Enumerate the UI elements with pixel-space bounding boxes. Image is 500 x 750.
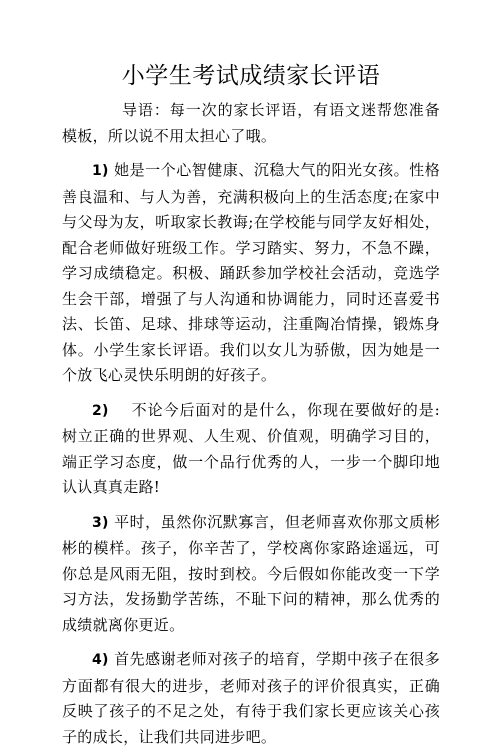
paragraph-4-text: 首先感谢老师对孩子的培育，学期中孩子在很多方面都有很大的进步，老师对孩子的评价很真实，正确反映了孩子的不足之处，有待于我们家长更应该关心孩子的成长，让我们共同进步吧。 (62, 650, 440, 746)
paragraph-2-number: 2) (92, 402, 109, 419)
document-title: 小学生考试成绩家长评语 (121, 63, 381, 89)
paragraph-4-number: 4) (92, 652, 109, 668)
intro-paragraph: 导语：每一次的家长评语，有语文迷帮您准备模板，所以说不用太担心了哦。 (62, 101, 440, 145)
paragraph-2-text: 不论今后面对的是什么，你现在要做好的是:树立正确的世界观、人生观、价值观，明确学习目的，端正学习态度，做一个品行优秀的人，一步一个脚印地认认真真走路! (62, 400, 440, 496)
paragraph-1 (62, 158, 440, 389)
paragraph-1-text: 她是一个心智健康、沉稳大气的阳光女孩。性格善良温和、与人为善，充满积极向上的生活态度;在家中与父母为友，听取家长教诲;在学校能与同学友好相处，配合老师做好班级工作。学习踏实、努力，不急不躁，学习成绩稳定。积极、踊跃参加学校社会活动，竞选学生会干部，增强了与人沟通和协调能力，同时还喜爱书法、长笛、足球、排球等运动，注重陶冶情操，锻炼身体。小学生家长评语。我们以女儿为骄傲，因为她是一个放飞心灵快乐明朗的好孩子。 (62, 161, 440, 384)
paragraph-3 (62, 510, 440, 639)
paragraph-3-text: 平时，虽然你沉默寡言，但老师喜欢你那文质彬彬的模样。孩子，你辛苦了，学校离你家路途遥远，可你总是风雨无阻，按时到校。今后假如你能改变一下学习方法，发扬勤学苦练，不耻下问的精神，那么优秀的成绩就离你更近。 (62, 512, 440, 634)
paragraph-1-number: 1) (92, 163, 109, 179)
paragraph-3-number: 3) (92, 514, 109, 531)
paragraph-2 (62, 398, 440, 501)
paragraph-4 (62, 647, 440, 750)
